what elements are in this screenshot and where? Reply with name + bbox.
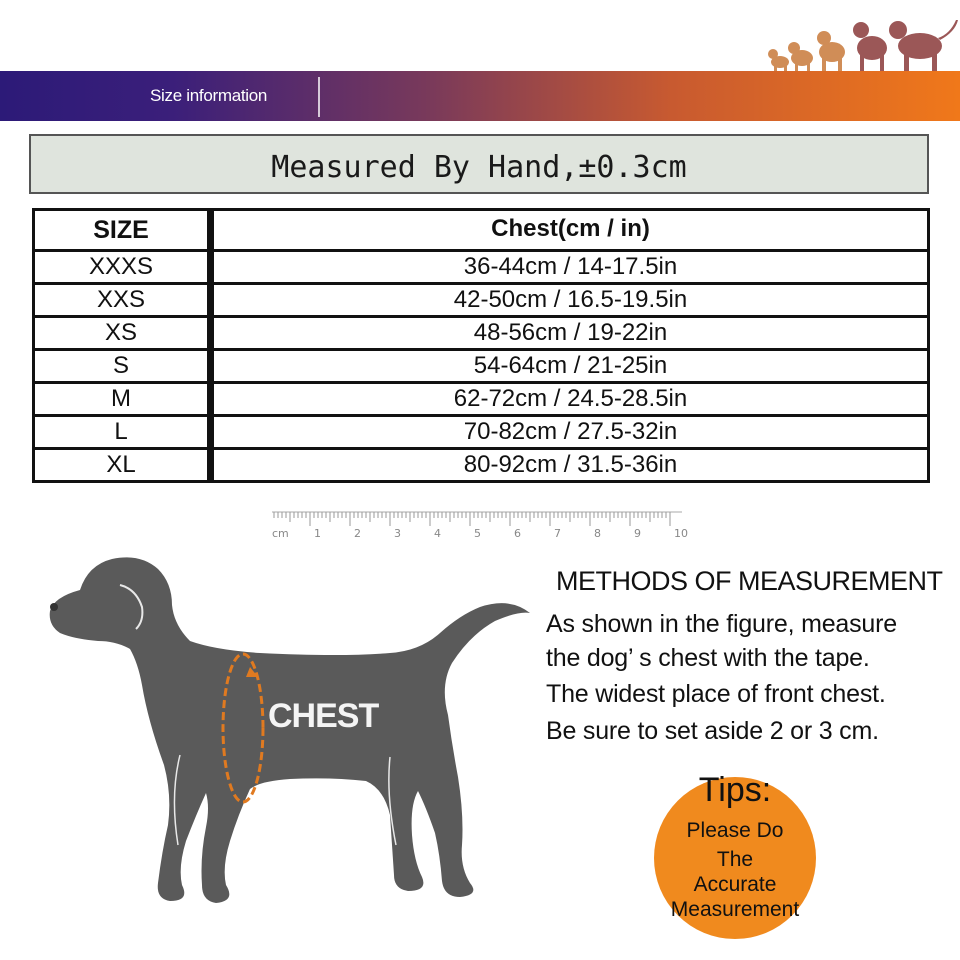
methods-title: METHODS OF MEASUREMENT — [556, 566, 943, 596]
ruler-number: 6 — [514, 527, 521, 540]
banner-divider — [318, 77, 320, 117]
size-cell: XS — [34, 317, 211, 350]
table-row — [34, 284, 929, 317]
chest-cell: 42-50cm / 16.5-19.5in — [211, 284, 929, 317]
size-cell: XXXS — [34, 251, 211, 284]
ruler-number: 1 — [314, 527, 321, 540]
chest-label: CHEST — [268, 697, 379, 735]
table-header-row — [34, 210, 929, 251]
table-row — [34, 317, 929, 350]
chest-cell: 80-92cm / 31.5-36in — [211, 449, 929, 482]
dogs-silhouette-logo — [760, 12, 960, 74]
ruler-number: 10 — [674, 527, 688, 540]
chest-cell: 70-82cm / 27.5-32in — [211, 416, 929, 449]
size-cell: S — [34, 350, 211, 383]
tips-line: Accurate — [693, 873, 777, 896]
table-row — [34, 449, 929, 482]
size-cell: M — [34, 383, 211, 416]
measured-by-hand-bar — [29, 134, 929, 194]
ruler-number: 2 — [354, 527, 361, 540]
ruler-number: 4 — [434, 527, 441, 540]
tips-title: Tips: — [698, 771, 772, 809]
dog-illustration — [40, 545, 540, 935]
table-row — [34, 350, 929, 383]
size-table — [32, 208, 930, 483]
table-row — [34, 251, 929, 284]
dog-nose — [50, 603, 58, 611]
size-cell: XXS — [34, 284, 211, 317]
tips-line: Please Do — [686, 819, 784, 842]
ruler-number: 5 — [474, 527, 481, 540]
chest-column-header: Chest(cm / in) — [211, 210, 929, 251]
banner-label: Size information — [150, 86, 268, 105]
measuring-ruler — [268, 509, 688, 545]
ruler-unit-label: cm — [272, 527, 289, 540]
chest-cell: 48-56cm / 19-22in — [211, 317, 929, 350]
ruler-number: 9 — [634, 527, 641, 540]
ruler-number: 7 — [554, 527, 561, 540]
table-row — [34, 416, 929, 449]
size-cell: L — [34, 416, 211, 449]
method-line: The widest place of front chest. — [546, 680, 886, 708]
tips-line: Measurement — [670, 898, 800, 921]
size-information-banner — [0, 71, 960, 121]
ruler-number: 8 — [594, 527, 601, 540]
size-column-header: SIZE — [34, 210, 211, 251]
ruler-number: 3 — [394, 527, 401, 540]
chest-cell: 36-44cm / 14-17.5in — [211, 251, 929, 284]
tips-badge — [654, 771, 816, 939]
tips-line: The — [716, 848, 754, 871]
method-line: As shown in the figure, measure — [546, 610, 897, 638]
method-line: the dog’ s chest with the tape. — [546, 644, 870, 672]
measured-note: Measured By Hand,±0.3cm — [271, 150, 687, 185]
method-line: Be sure to set aside 2 or 3 cm. — [546, 717, 879, 745]
size-cell: XL — [34, 449, 211, 482]
chest-cell: 54-64cm / 21-25in — [211, 350, 929, 383]
table-row — [34, 383, 929, 416]
chest-cell: 62-72cm / 24.5-28.5in — [211, 383, 929, 416]
